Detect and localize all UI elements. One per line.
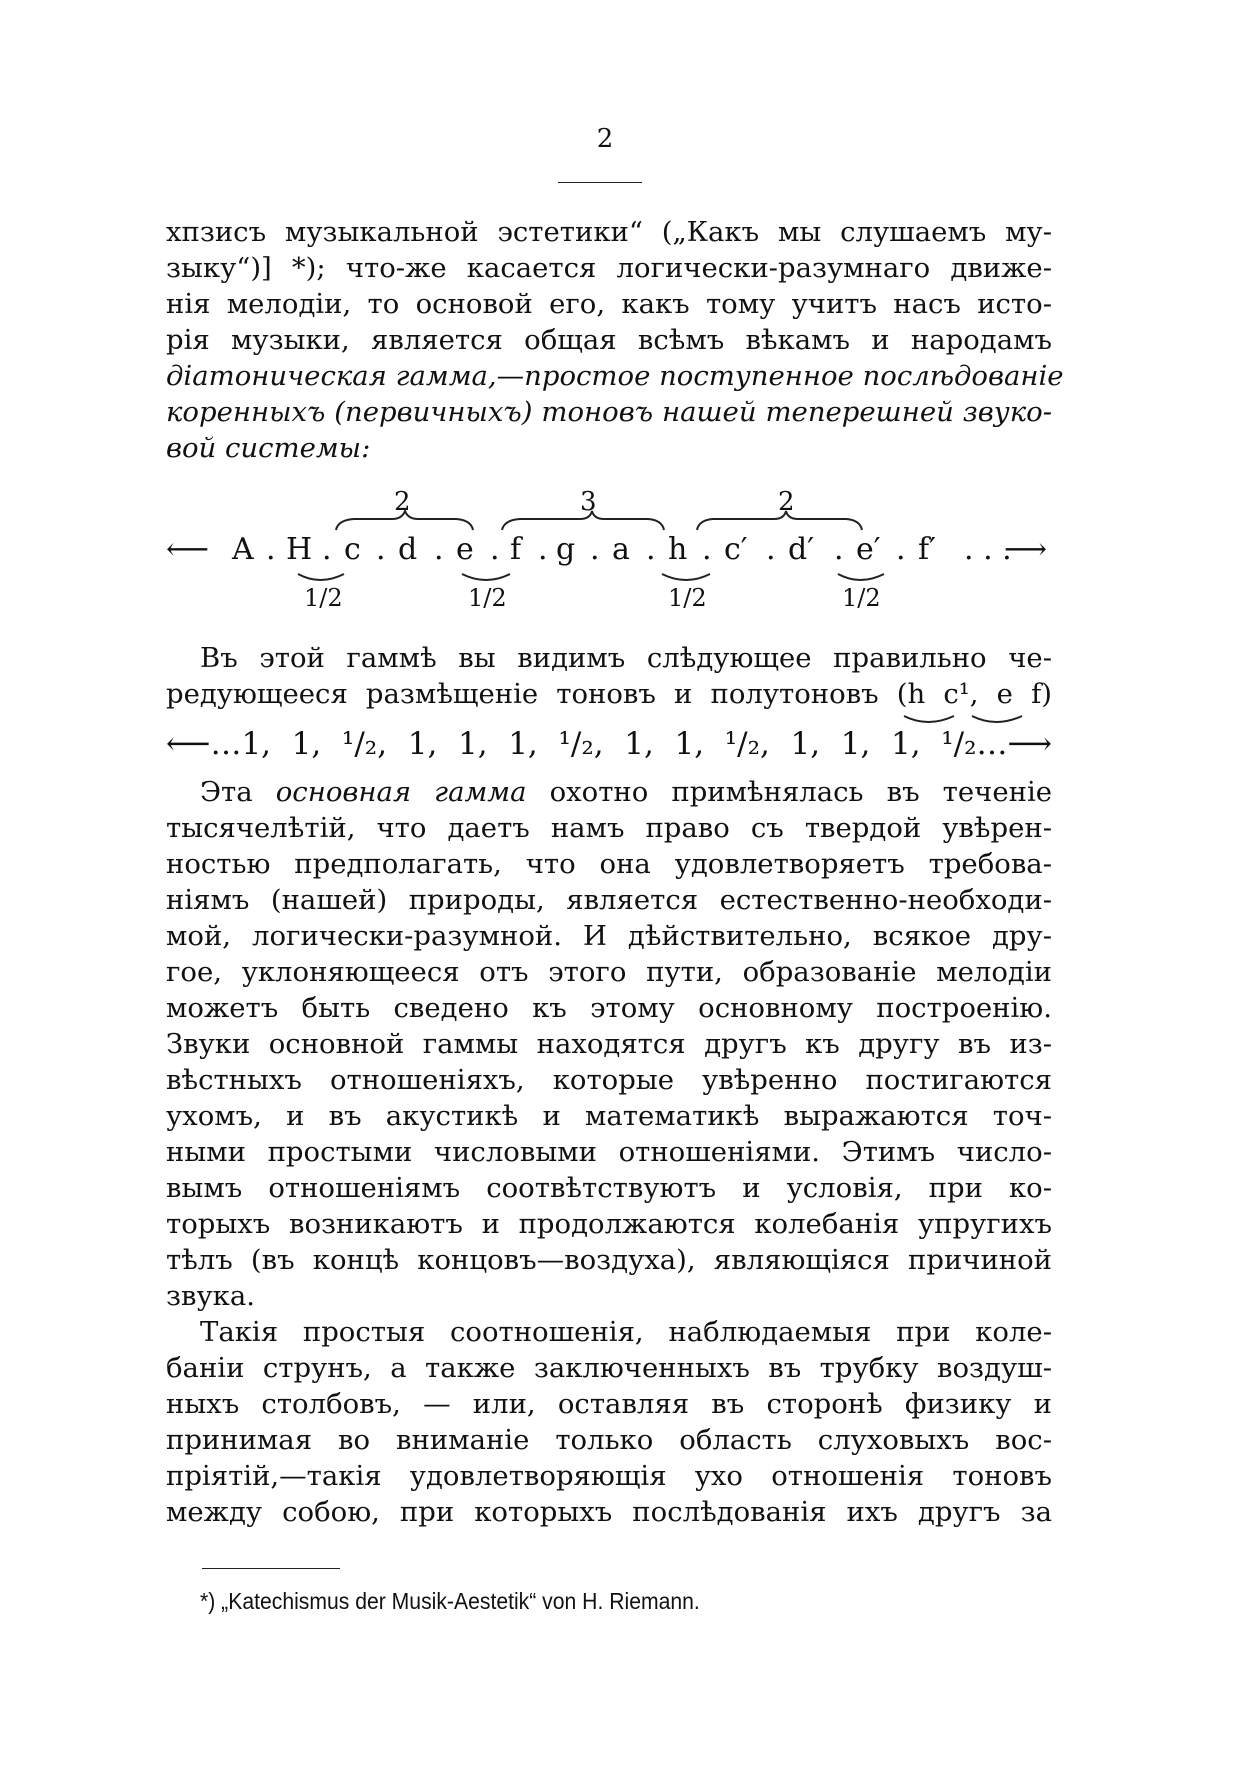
text-line: мой, логически-разумной. И дѣйствительно, всякое дру- — [166, 920, 1052, 952]
left-arrow: ⟵ — [166, 532, 210, 567]
semitone-label: 1/2 — [668, 584, 707, 612]
scale-note: a — [612, 532, 630, 567]
italic-text-line: діатоническая гамма,—простое поступенное послѣдованіе — [166, 360, 1064, 392]
text-line: баніи струнъ, а также заключенныхъ въ трубку воздуш- — [166, 1352, 1052, 1384]
scale-ellipsis: . . . — [964, 532, 1012, 567]
scale-dot: . — [590, 532, 600, 567]
text-line: гое, уклоняющееся отъ этого пути, образованіе мелодіи — [166, 956, 1052, 988]
footnote: *) „Katechismus der Musik-Aestetik“ von H. Riemann. — [200, 1588, 700, 1614]
scale-note: d — [398, 532, 418, 567]
text-line: вѣстныхъ отношеніяхъ, которые увѣренно постигаются — [166, 1064, 1052, 1096]
group-number: 2 — [778, 487, 795, 517]
scale-dot: . — [646, 532, 656, 567]
scale-dot: . — [896, 532, 906, 567]
scale-dot: . — [376, 532, 386, 567]
text-span: Эта — [200, 776, 253, 808]
text-line: ухомъ, и въ акустикѣ и математикѣ выражаются точ- — [166, 1100, 1052, 1132]
scale-dot: . — [322, 532, 332, 567]
footnote-rule — [202, 1568, 340, 1569]
scale-note: e′ — [856, 532, 881, 567]
scale-note: f′ — [918, 532, 936, 567]
scale-note: e — [456, 532, 474, 567]
scale-note: f — [510, 532, 522, 567]
scale-dot: . — [834, 532, 844, 567]
scale-dot: . — [538, 532, 548, 567]
scale-dot: . — [766, 532, 776, 567]
text-line: ными простыми числовыми отношеніями. Этимъ число- — [166, 1136, 1052, 1168]
text-line: зыку“)] *); что-же касается логически-разумнаго движе- — [166, 252, 1052, 284]
text-line: Въ этой гаммѣ вы видимъ слѣдующее правильно че- — [200, 642, 1052, 674]
right-arrow: ⟶ — [1004, 532, 1048, 567]
italic-term: основная гамма — [275, 776, 527, 808]
text-span: охотно примѣнялась въ теченіе — [549, 776, 1053, 808]
text-line: вымъ отношеніямъ соотвѣтствуютъ и условія, при ко- — [166, 1172, 1052, 1204]
text-line: Такія простыя соотношенія, наблюдаемыя при коле- — [200, 1316, 1052, 1348]
scale-note: c — [344, 532, 361, 567]
text-line: ныхъ столбовъ, — или, оставляя въ сторонѣ физику и — [166, 1388, 1052, 1420]
text-line: ностью предполагать, что она удовлетворяетъ требова- — [166, 848, 1052, 880]
scale-dot: . — [266, 532, 276, 567]
italic-text-line: коренныхъ (первичныхъ) тоновъ нашей теперешней звуко- — [166, 396, 1052, 428]
text-line — [200, 774, 1052, 810]
text-line: можетъ быть сведено къ этому основному построенію. — [166, 992, 1052, 1024]
text-line: нія мелодіи, то основой его, какъ тому учитъ насъ исто- — [166, 288, 1052, 320]
interval-brackets — [0, 0, 1259, 760]
scale-note: d′ — [788, 532, 815, 567]
text-line: принимая во вниманіе только область слуховыхъ вос- — [166, 1424, 1052, 1456]
scale-note: H — [286, 532, 313, 567]
scale-note: h — [668, 532, 688, 567]
text-line: ніямъ (нашей) природы, является естественно-необходи- — [166, 884, 1052, 916]
text-line: торыхъ возникаютъ и продолжаются колебанія упругихъ — [166, 1208, 1052, 1240]
text-line: рія музыки, является общая всѣмъ вѣкамъ и народамъ — [166, 324, 1052, 356]
text-line: тѣлъ (въ концѣ концовъ—воздуха), являющіяся причиной — [166, 1244, 1052, 1276]
semitone-label: 1/2 — [304, 584, 343, 612]
text-line: тысячелѣтій, что даетъ намъ право съ твердой увѣрен- — [166, 812, 1052, 844]
page-number: 2 — [596, 124, 614, 154]
text-line: звука. — [166, 1280, 255, 1312]
text-line: пріятій,—такія удовлетворяющія ухо отношенія тоновъ — [166, 1460, 1052, 1492]
text-line: хпзисъ музыкальной эстетики“ („Какъ мы слушаемъ му- — [166, 216, 1052, 248]
scale-dot: . — [702, 532, 712, 567]
semitone-label: 1/2 — [842, 584, 881, 612]
interval-sequence: ⟵…1, 1, ¹/₂, 1, 1, 1, ¹/₂, 1, 1, ¹/₂, 1, 1, 1, ¹/₂…⟶ — [166, 726, 1052, 762]
group-number: 3 — [580, 487, 597, 517]
text-line: редующееся размѣщеніе тоновъ и полутоновъ (h c¹, e f) — [166, 678, 1052, 710]
scale-dot: . — [434, 532, 444, 567]
semitone-label: 1/2 — [468, 584, 507, 612]
scale-note: c′ — [724, 532, 748, 567]
group-number: 2 — [394, 487, 411, 517]
scale-dot: . — [490, 532, 500, 567]
scale-note: g — [556, 532, 576, 567]
text-line: между собою, при которыхъ послѣдованія ихъ другъ за — [166, 1496, 1052, 1528]
italic-text-line: вой системы: — [166, 432, 371, 464]
text-line: Звуки основной гаммы находятся другъ къ другу въ из- — [166, 1028, 1052, 1060]
scale-note: A — [232, 532, 254, 567]
